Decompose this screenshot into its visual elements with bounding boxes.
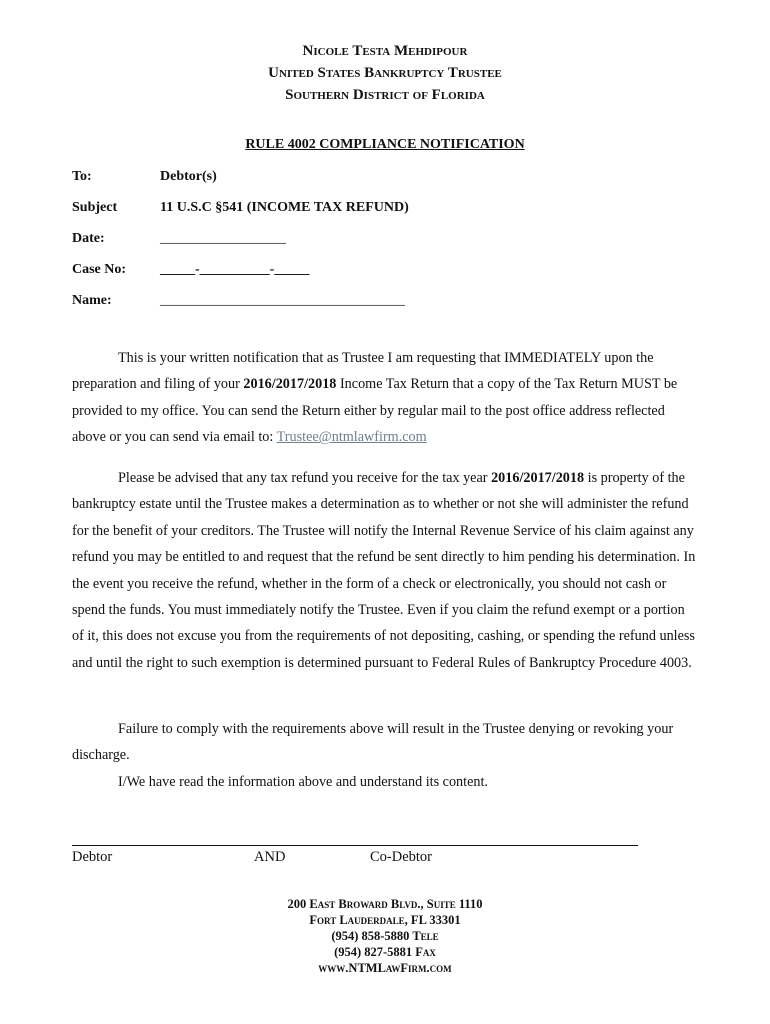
subject-value: 11 U.S.C §541 (INCOME TAX REFUND) xyxy=(160,200,409,215)
footer-address-line2: Fort Lauderdale, FL 33301 xyxy=(309,913,461,927)
date-blank: __________________ xyxy=(160,231,286,246)
name-blank: ___________________________________ xyxy=(160,293,405,308)
tax-years-1: 2016/2017/2018 xyxy=(243,376,337,393)
paragraph-request-text-b: Income Tax Return that a copy of the Tax Return MUST be provided to my office. You can send the Return either by regular mail to the post office address reflected above or you can send via email to: xyxy=(72,376,678,446)
to-label: To: xyxy=(72,169,92,184)
to-value: Debtor(s) xyxy=(160,169,217,184)
footer-fax: (954) 827-5881 Fax xyxy=(334,945,436,959)
paragraph-acknowledgement: I/We have read the information above and understand its content. xyxy=(118,774,488,790)
name-label: Name: xyxy=(72,293,112,308)
paragraph-failure: Failure to comply with the requirements above will result in the Trustee denying or revoking your discharge. xyxy=(72,721,674,764)
trustee-district: Southern District of Florida xyxy=(285,87,485,103)
debtor-label: Debtor xyxy=(72,849,113,865)
case-no-blank: _____-__________-_____ xyxy=(160,262,310,277)
and-label: AND xyxy=(254,849,286,865)
paragraph-refund xyxy=(72,465,696,676)
trustee-email-link[interactable]: Trustee@ntmlawfirm.com xyxy=(276,429,427,446)
footer-website[interactable]: www.NTMLawFirm.com xyxy=(318,961,452,975)
footer-address-line1: 200 East Broward Blvd., Suite 1110 xyxy=(287,897,483,911)
paragraph-request xyxy=(72,345,696,451)
signature-line-gap xyxy=(246,845,298,846)
paragraph-refund-text-b: is property of the bankruptcy estate until the Trustee makes a determination as to whether or not she will administer the refund for the benefit of your creditors. The Trustee will notify the Internal Revenue Service of his claim against any refund you may be entitled to and request that the refund be sent directly to him pending his determination. In the event you receive the refund, whether in the form of a check or electronically, you should not cash or spend the funds. You must immediately notify the Trustee. Even if you claim the refund exempt or a portion of it, this does not excuse you from the requirements of not depositing, cashing, or spending the refund unless and until the right to such exemption is determined pursuant to Federal Rules of Bankruptcy Procedure 4003. xyxy=(72,470,696,671)
codebtor-label: Co-Debtor xyxy=(370,849,433,865)
codebtor-signature-line[interactable] xyxy=(298,845,638,846)
trustee-role: United States Bankruptcy Trustee xyxy=(268,65,502,81)
tax-years-2: 2016/2017/2018 xyxy=(491,470,585,486)
subject-label: Subject xyxy=(72,200,118,215)
paragraph-refund-text-a: Please be advised that any tax refund you receive for the tax year xyxy=(118,470,492,486)
date-label: Date: xyxy=(72,231,105,246)
footer-telephone: (954) 858-5880 Tele xyxy=(331,929,439,943)
document-title: RULE 4002 COMPLIANCE NOTIFICATION xyxy=(245,137,525,152)
trustee-name: Nicole Testa Mehdipour xyxy=(302,43,468,59)
debtor-signature-line[interactable] xyxy=(72,845,246,846)
paragraph-request-text-a: This is your written notification that as Trustee I am requesting that IMMEDIATELY upon the preparation and filing of your xyxy=(72,350,654,393)
case-no-label: Case No: xyxy=(72,262,127,277)
